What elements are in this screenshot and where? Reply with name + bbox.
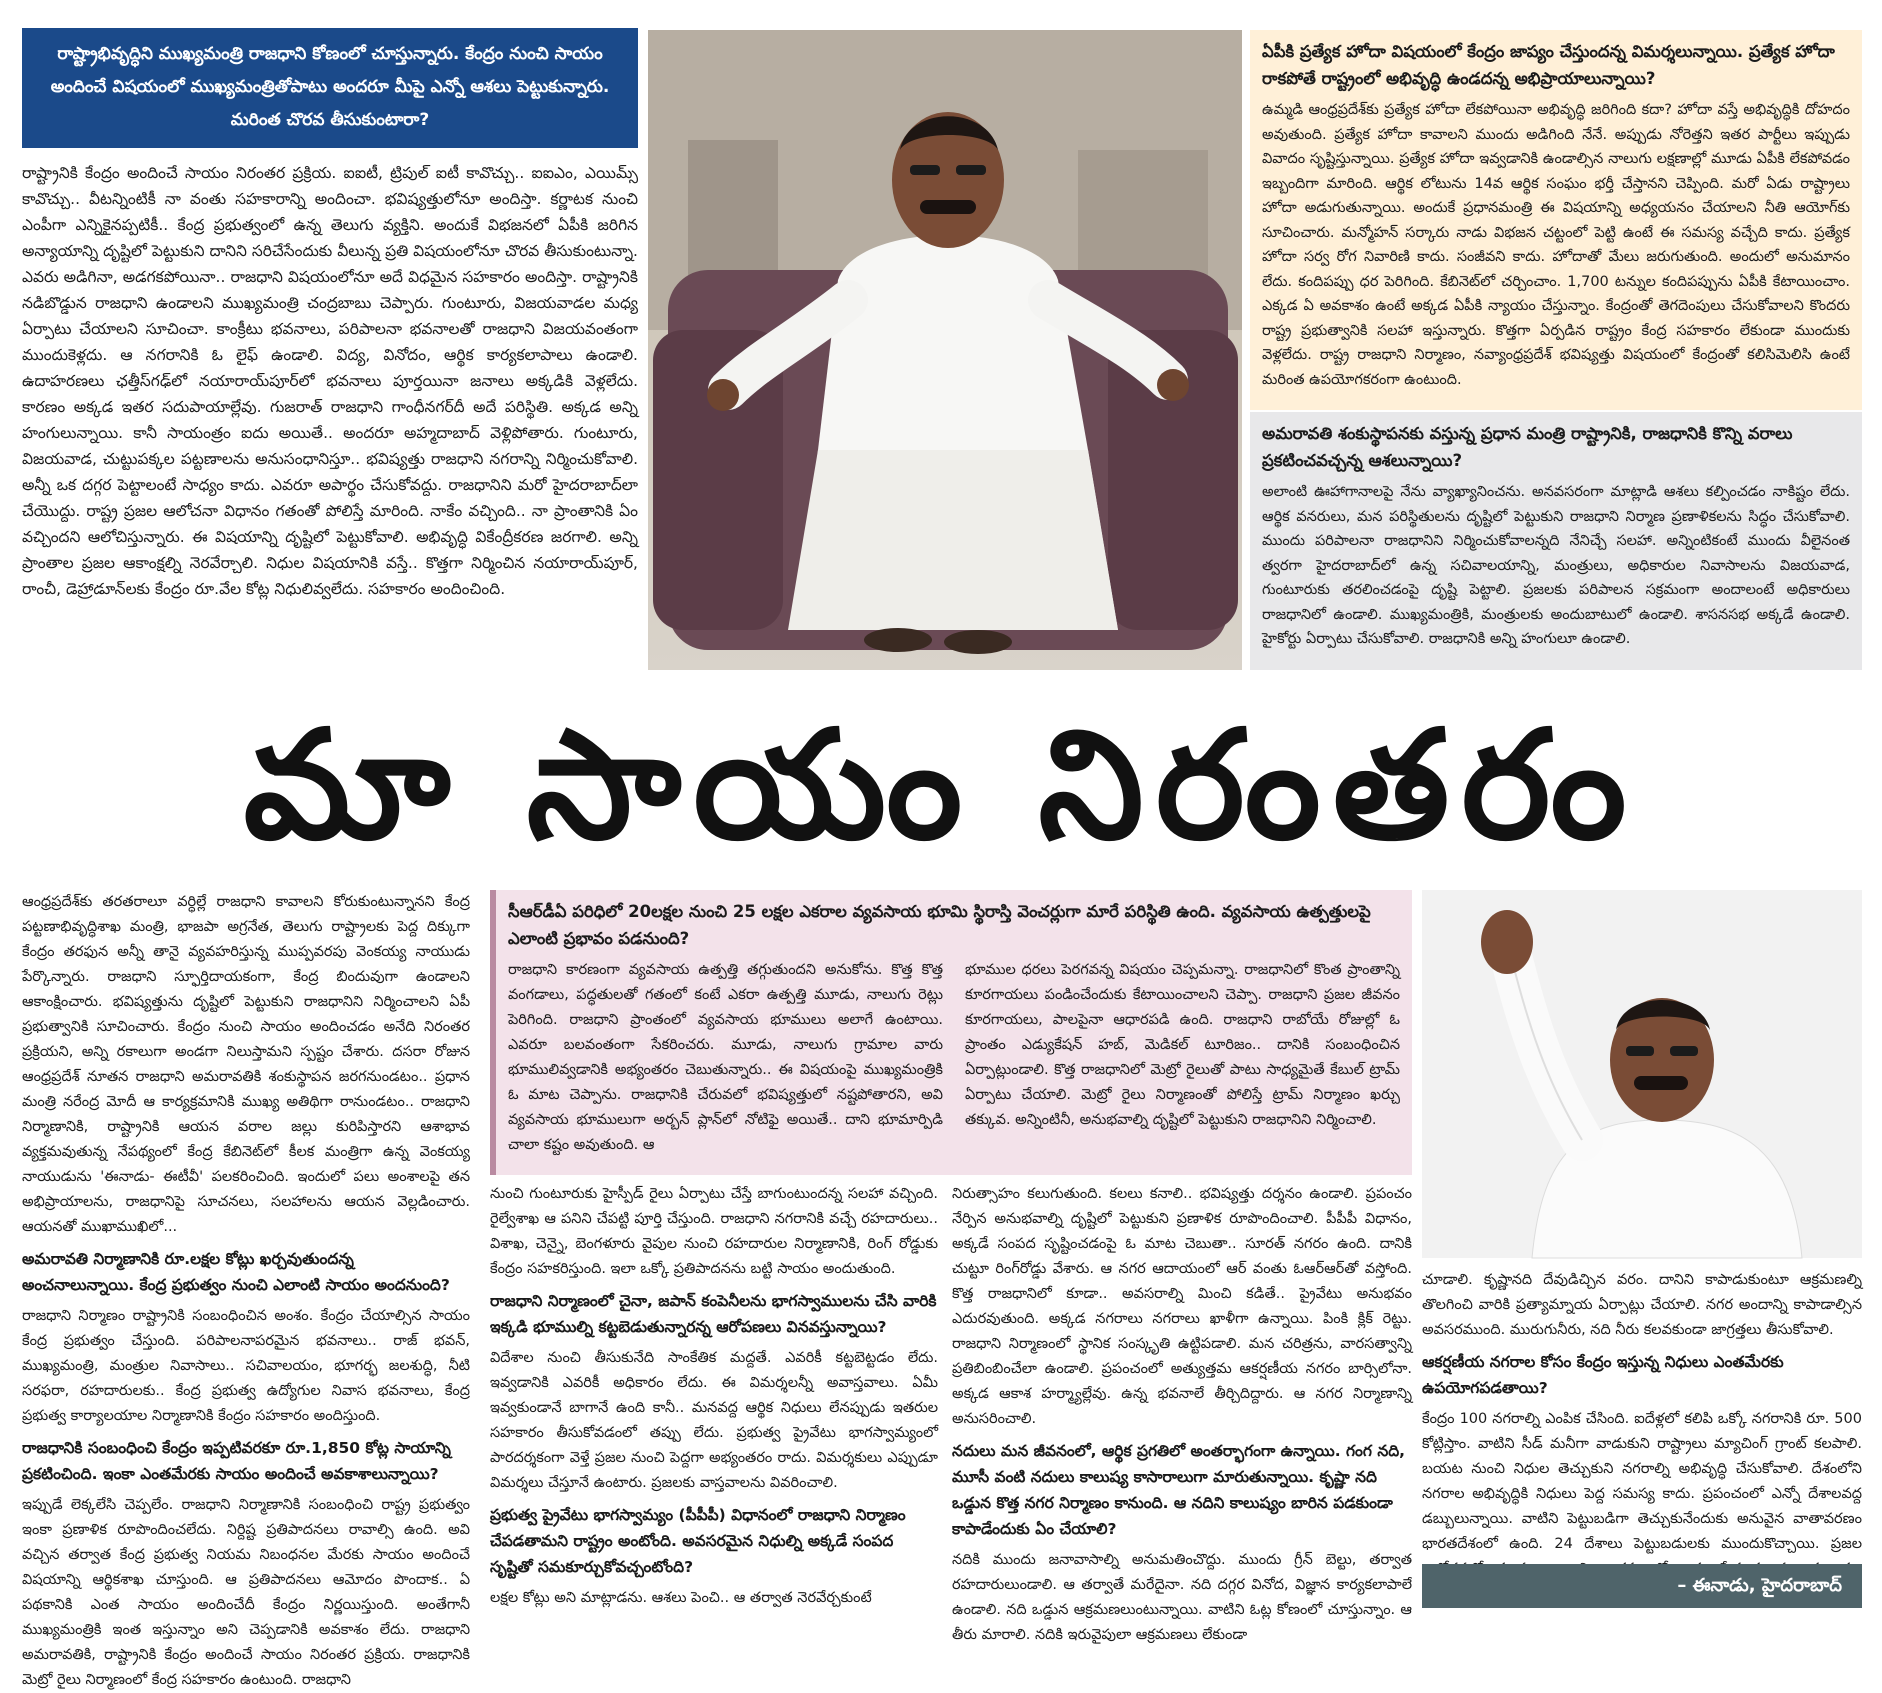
interview-column-one xyxy=(22,890,470,1688)
pm-visit-answer: అలాంటి ఊహాగానాలపై నేను వ్యాఖ్యానించను. అనవసరంగా మాట్లాడి ఆశలు కల్పించడం నాకిష్టం లేదు. ఆర్థిక వనరులు, మన పరిస్థితులను దృష్టిలో పెట్టుకుని రాజధాని నిర్మాణ ప్రణాళికలను సిద్ధం చేసుకోవాలి. ముందు పరిపాలనా రాజధానిని నిర్మించుకోవాలన్నది నేనిచ్చే సలహా. అన్నింటికంటే ముందు వీలైనంత త్వరగా హైదరాబాద్‌లో ఉన్న సచివాలయాన్ని, మంత్రులు, అధికారుల నివాసాలను విజయవాడ, గుంటూరుకు తరలించడంపై దృష్టి పెట్టాలి. ప్రజలకు పరిపాలన సక్రమంగా అందాలంటే అధికారులు రాజధానిలో ఉండాలి. ముఖ్యమంత్రికి, మంత్రులకు అందుబాటులో ఉండాలి. శాసనసభ అక్కడే ఉండాలి. హైకోర్టు ఏర్పాటు చేసుకోవాలి. రాజధానికి అన్ని హంగులూ ఉండాలి. xyxy=(1262,484,1850,647)
funds-question: రాజధానికి సంబంధించి కేంద్రం ఇప్పటివరకూ రూ.1,850 కోట్ల సాయాన్ని ప్రకటించింది. ఇంకా ఎంతమేరకు సాయం అందించే అవకాశాలున్నాయి? xyxy=(22,1439,451,1483)
capital-answer-text: రాష్ట్రానికి కేంద్రం అందించే సాయం నిరంతర ప్రక్రియ. ఐఐటీ, ట్రిపుల్ ఐటీ కావొచ్చు.. ఐఐఎం, ఎయిమ్స్ కావొచ్చు.. వీటన్నింటికీ నా వంతు సహకారాన్ని అందించా. భవిష్యత్తులోనూ అందిస్తా. కర్ణాటక నుంచి ఎంపీగా ఎన్నికైనప్పటికీ.. కేంద్ర ప్రభుత్వంలో ఉన్న తెలుగు వ్యక్తిని. అందుకే విభజనలో ఏపీకి జరిగిన అన్యాయాన్ని దృష్టిలో పెట్టుకుని దానిని సరిచేసేందుకు వీలున్న ప్రతి విషయంలోనూ చొరవ తీసుకుంటున్నా. ఎవరు అడిగినా, అడగకపోయినా.. రాజధాని విషయంలోనూ అదే విధమైన సహకారం అందిస్తా. రాష్ట్రానికి నడిబొడ్డున రాజధాని ఉండాలని ముఖ్యమంత్రి చంద్రబాబు చెప్పారు. గుంటూరు, విజయవాడల మధ్య ఏర్పాటు చేయాలని సూచించా. కాంక్రీటు భవనాలు, పరిపాలనా భవనాలతో రాజధాని విజయవంతంగా ముందుకెళ్లదు. ఆ నగరానికి ఓ లైఫ్ ఉండాలి. విద్య, వినోదం, ఆర్థిక కార్యకలాపాలు ఉండాలి. ఉదాహరణలు ఛత్తీస్‌గఢ్‌లో నయారాయ్‌పూర్‌లో భవనాలు పూర్తయినా జనాలు అక్కడికి వెళ్లలేదు. కారణం అక్కడ ఇతర సదుపాయాల్లేవు. గుజరాత్ రాజధాని గాంధీనగర్‌దీ అదే పరిస్థితి. అక్కడ అన్ని హంగులున్నాయి. కానీ సాయంత్రం ఐదు అయితే.. అందరూ అహ్మదాబాద్ వెళ్లిపోతారు. గుంటూరు, విజయవాడ, చుట్టుపక్కల పట్టణాలను అనుసంధానిస్తూ.. భవిష్యత్తు రాజధాని నగరాన్ని నిర్మించుకోవాలి. అన్నీ ఒక దగ్గర పెట్టాలంటే సాధ్యం కాదు. ఎవరూ అపార్థం చేసుకోవద్దు. రాజధానిని మరో హైదరాబాద్‌లా చేయొద్దు. రాష్ట్ర ప్రజల ఆలోచనా విధానం గతంతో పోలిస్తే మారింది. నాకేం వచ్చింది.. నా ప్రాంతానికి ఏం వచ్చిందని ఆలోచిస్తున్నారు. ఈ విషయాన్ని దృష్టిలో పెట్టుకోవాలి. అభివృద్ధి వికేంద్రీకరణ జరగాలి. అన్ని ప్రాంతాల ప్రజల ఆకాంక్షల్ని నెరవేర్చాలి. నిధుల విషయానికి వస్తే.. కొత్తగా నిర్మించిన నయారాయ్‌పూర్, రాంచీ, డెహ్రాడూన్‌లకు కేంద్రం రూ.వేల కోట్ల నిధులివ్వలేదు. సహకారం అందించింది. xyxy=(22,164,638,598)
rivers-answer: నదికి ముందు జనావాసాల్ని అనుమతించొద్దు. ముందు గ్రీన్ బెల్టు, తర్వాత రహదారులుండాలి. ఆ తర్వాతే మరేదైనా. నది దగ్గర వినోద, విజ్ఞాన కార్యకలాపాలే ఉండాలి. నది ఒడ్డున ఆక్రమణలుంటున్నాయి. వాటిని ఓట్ల కోణంలో చూస్తున్నాం. ఆ తీరు మారాలి. నదికి ఇరువైపులా ఆక్రమణలు లేకుండా xyxy=(952,1552,1412,1643)
cost-answer: రాజధాని నిర్మాణం రాష్ట్రానికి సంబంధించిన అంశం. కేంద్రం చేయాల్సిన సాయం కేంద్ర ప్రభుత్వం చేస్తుంది. పరిపాలనాపరమైన భవనాలు.. రాజ్ భవన్, ముఖ్యమంత్రి, మంత్రుల నివాసాలు.. సచివాలయం, భూగర్భ జలశుద్ధి, నీటి సరఫరా, రహదారులకు.. కేంద్ర ప్రభుత్వ ఉద్యోగుల నివాస భవనాలు, కేంద్ర ప్రభుత్వ కార్యాలయాల నిర్మాణానికి కేంద్రం సహకారం అందిస్తుంది. xyxy=(22,1308,470,1424)
rail-answer: నుంచి గుంటూరుకు హైస్పీడ్ రైలు ఏర్పాటు చేస్తే బాగుంటుందన్న సలహా వచ్చింది. రైల్వేశాఖ ఆ పనిని చేపట్టి పూర్తి చేస్తుంది. రాజధాని నగరానికి వచ్చే రహదారులు.. విశాఖ, చెన్నై, బెంగళూరు వైపుల నుంచి రహదారుల నిర్మాణానికి, రింగ్ రోడ్డుకు కేంద్రం సహకరిస్తుంది. ఇలా ఒక్కో ప్రతిపాదనను బట్టి సాయం అందుతుంది. xyxy=(490,1186,938,1277)
rivers-question: నదులు మన జీవనంలో, ఆర్థిక ప్రగతిలో అంతర్భాగంగా ఉన్నాయి. గంగ నది, మూసీ వంటి నదులు కాలుష్య కాసారాలుగా మారుతున్నాయి. కృష్ణా నది ఒడ్డున కొత్త నగర నిర్మాణం కానుంది. ఆ నదిని కాలుష్యం బారిన పడకుండా కాపాడేందుకు ఏం చేయాలి? xyxy=(952,1442,1406,1538)
interview-column-four xyxy=(1422,1268,1862,1558)
ppp-question: ప్రభుత్వ ప్రైవేటు భాగస్వామ్యం (పీపీపీ) విధానంలో రాజధాని నిర్మాణం చేపడతామని రాష్ట్రం అంటోంది. అవసరమైన నిధుల్ని అక్కడే సంపద సృష్టితో సమకూర్చుకోవచ్చంటోంది? xyxy=(490,1506,906,1576)
ppp-answer: లక్షల కోట్లు అని మాట్లాడను. ఆశలు పెంచి.. ఆ తర్వాత నెరవేర్చకుంటే xyxy=(490,1590,872,1606)
special-status-answer: ఉమ్మడి ఆంధ్రప్రదేశ్‌కు ప్రత్యేక హోదా లేకపోయినా అభివృద్ధి జరిగింది కదా? హోదా వస్తే అభివృద్ధికి దోహదం అవుతుంది. ప్రత్యేక హోదా కావాలని ముందు అడిగింది నేనే. అప్పుడు నోరెత్తని ఇతర పార్టీలు ఇప్పుడు వివాదం సృష్టిస్తున్నాయి. ప్రత్యేక హోదా ఇవ్వడానికి ఉండాల్సిన నాలుగు లక్షణాల్లో మూడు ఏపీకి లేకపోవడం ఇబ్బందిగా మారింది. ఆర్థిక లోటును 14వ ఆర్థిక సంఘం భర్తీ చేస్తానని చెప్పింది. మరో ఏడు రాష్ట్రాలు హోదా అడుగుతున్నాయి. అందుకే ప్రధానమంత్రి ఈ విషయాన్ని అధ్యయనం చేయాలని నీతి ఆయోగ్‌కు సూచించారు. మన్మోహన్ సర్కారు నాడు విభజన చట్టంలో పెట్టి ఉంటే ఈ సమస్య వచ్చేది కాదు. ప్రత్యేక హోదా సర్వ రోగ నివారిణి కాదు. సంజీవని కాదు. హోదాతో మేలు జరుగుతుంది. అందులో అనుమానం లేదు. కందిపప్పు ధర పెరిగింది. కేబినెట్‌లో చర్చించాం. 1,700 టన్నుల కందిపప్పును ఏపీకి కేటాయించాం. ఎక్కడ ఏ అవకాశం ఉంటే అక్కడ ఏపీకి న్యాయం చేస్తున్నాం. కేంద్రంతో తెగదెంపులు చేసుకోవాలని కొందరు రాష్ట్ర ప్రభుత్వానికి సలహా ఇస్తున్నారు. కొత్తగా ఏర్పడిన రాష్ట్రం కేంద్ర సహకారం లేకుండా ముందుకు వెళ్లలేదు. రాష్ట్ర రాజధాని నిర్మాణం, నవ్యాంధ్రప్రదేశ్ భవిష్యత్తు విషయంలో కేంద్రంతో కలిసిమెలిసి ఉంటే మరింత ఉపయోగకరంగా ఉంటుంది. xyxy=(1262,102,1850,388)
special-status-section xyxy=(1250,30,1862,410)
smart-city-answer: కేంద్రం 100 నగరాల్ని ఎంపిక చేసింది. ఐదేళ్లలో కలిపి ఒక్కో నగరానికి రూ. 500 కోట్లిస్తాం. వాటిని సీడ్ మనీగా వాడుకుని రాష్ట్రాలు మ్యాచింగ్ గ్రాంట్ కలపాలి. బయట నుంచి నిధుల తెచ్చుకుని నగరాల్ని అభివృద్ధి చేసుకోవాలి. దేశంలోని నగరాల అభివృద్ధికి నిధులు పెద్ద సమస్య కాదు. ప్రపంచంలో ఎన్నో దేశాలవద్ద డబ్బులున్నాయి. వాటిని పెట్టుబడిగా తెచ్చుకునేందుకు అనువైన వాతావరణం భారతదేశంలో ఉంది. 24 దేశాలు పెట్టుబడులకు ముందుకొచ్చాయి. ప్రజల xyxy=(1422,1411,1862,1552)
pm-visit-section xyxy=(1250,412,1862,670)
foreign-answer: విదేశాల నుంచి తీసుకునేది సాంకేతిక మద్దతే. ఎవరికీ కట్టబెట్టడం లేదు. ఇవ్వడానికి ఎవరికీ అధికారం లేదు. ఈ విమర్శలన్నీ అవాస్తవాలు. ఏమీ ఇవ్వకుండానే బాగానే ఉంది కానీ.. మనవద్ద ఆర్థిక నిధులు లేనప్పుడు ఇతరుల సహకారం తీసుకోవడంలో తప్పు లేదు. ప్రభుత్వ ప్రైవేటు భాగస్వామ్యంలో పారదర్శకంగా వెళ్తే ప్రజల నుంచి పెద్దగా అభ్యంతరం రాదు. విమర్శకులు ఎప్పుడూ విమర్శలు చేస్తూనే ఉంటారు. ప్రజలకు వాస్తవాలను వివరించాలి. xyxy=(490,1350,938,1491)
intro-body: ఆంధ్రప్రదేశ్‌కు తరతరాలూ వర్ధిల్లే రాజధాని కావాలని కోరుకుంటున్నానని కేంద్ర పట్టణాభివృద్ధిశాఖ మంత్రి, భాజపా అగ్రనేత, తెలుగు రాష్ట్రాలకు పెద్ద దిక్కుగా కేంద్రం తరఫున అన్నీ తానై వ్యవహరిస్తున్న ముప్పవరపు వెంకయ్య నాయుడు పేర్కొన్నారు. రాజధాని స్ఫూర్తిదాయకంగా, కేంద్ర బిందువుగా ఉండాలని ఆకాంక్షించారు. భవిష్యత్తును దృష్టిలో పెట్టుకుని రాజధానిని నిర్మించాలని ఏపీ ప్రభుత్వానికి సూచించారు. కేంద్రం నుంచి సాయం అందించడం అనేది నిరంతర ప్రక్రియని, అన్ని రకాలుగా అండగా నిలుస్తామని స్పష్టం చేశారు. దసరా రోజున ఆంధ్రప్రదేశ్ నూతన రాజధాని అమరావతికి శంకుస్థాపన జరగనుండటం.. ప్రధాన మంత్రి నరేంద్ర మోదీ ఆ కార్యక్రమానికి ముఖ్య అతిథిగా రానుండటం.. రాజధాని నిర్మాణానికి, రాష్ట్రానికి ఆయన వరాల జల్లు కురిపిస్తారని ఆశాభావ వ్యక్తమవుతున్న నేపథ్యంలో కేంద్ర కేబినెట్‌లో కీలక మంత్రిగా ఉన్న వెంకయ్య నాయుడును 'ఈనాడు- ఈటీవీ' పలకరించింది. ఇందులో పలు అంశాలపై తన అభిప్రాయాలను, రాజధానిపై సూచనలు, సలహాలను ఆయన వెల్లడించారు. ఆయనతో ముఖాముఖిలో... xyxy=(22,894,470,1235)
seated-person-illustration xyxy=(648,30,1242,670)
smart-growth-answer: నిరుత్సాహం కలుగుతుంది. కలలు కనాలి.. భవిష్యత్తు దర్శనం ఉండాలి. ప్రపంచం నేర్పిన అనుభవాల్ని దృష్టిలో పెట్టుకుని ప్రణాళిక రూపొందించాలి. పీపీపీ విధానం, అక్కడే సంపద సృష్టించడంపై ఓ మాట చెబుతా.. సూరత్ నగరం ఉంది. దానికి చుట్టూ రింగ్‌రోడ్డు వేశారు. ఆ నగర ఆదాయంలో ఆర్ వంతు ఓఆర్‌ఆర్‌తో వస్తోంది. కొత్త రాజధానిలో కూడా.. అవసరాల్ని మించి కడితే.. ప్రైవేటు అనుభవం ఎదురవుతుంది. అక్కడ నగరాలు నగరాలు ఖాళీగా ఉన్నాయి. పింకి క్లిక్ రెట్టు. రాజధాని నిర్మాణంలో స్థానిక సంస్కృతి ఉట్టిపడాలి. మన చరిత్రను, వారసత్వాన్ని ప్రతిబింబించేలా ఉండాలి. ప్రపంచంలో అత్యుత్తమ ఆకర్షణీయ నగరం బార్సిలోనా. అక్కడ ఆకాశ హర్మ్యాల్లేవు. ఉన్న భవనాలే తీర్చిదిద్దారు. ఆ నగర నిర్మాణాన్ని అనుసరించాలి. xyxy=(952,1186,1412,1427)
interview-column-three xyxy=(952,1182,1412,1643)
credit-box xyxy=(1422,1564,1862,1608)
special-status-question: ఏపీకి ప్రత్యేక హోదా విషయంలో కేంద్రం జాప్యం చేస్తుందన్న విమర్శలున్నాయి. ప్రత్యేక హోదా రాకపోతే రాష్ట్రంలో అభివృద్ధి ఉండదన్న అభిప్రాయాలున్నాయి? xyxy=(1262,42,1835,88)
pm-visit-question: అమరావతి శంకుస్థాపనకు వస్తున్న ప్రధాన మంత్రి రాష్ట్రానికి, రాజధానికి కొన్ని వరాలు ప్రకటించవచ్చన్న ఆశలున్నాయి? xyxy=(1262,424,1793,470)
waving-person-illustration xyxy=(1422,890,1862,1258)
intro-question-box xyxy=(22,28,638,148)
venkaiah-seated-photo xyxy=(648,30,1242,670)
cost-question: అమరావతి నిర్మాణానికి రూ.లక్షల కోట్లు ఖర్చవుతుందన్న అంచనాలున్నాయి. కేంద్ర ప్రభుత్వం నుంచి ఎలాంటి సాయం అందనుంది? xyxy=(22,1250,450,1294)
land-answer-right: భూముల ధరలు పెరగవన్న విషయం చెప్పమన్నా. రాజధానిలో కొంత ప్రాంతాన్ని కూరగాయలు పండించేందుకు కేటాయించాలని చెప్పా. రాజధాని ప్రజల జీవనం కూరగాయలు, పాలపైనా ఆధారపడి ఉంది. రాజధాని రాబోయే రోజుల్లో ఓ ప్రాంతం ఎడ్యుకేషన్ హబ్, మెడికల్ టూరిజం.. దానికి సంబంధించిన ఏర్పాట్లుండాలి. కొత్త రాజధానిలో మెట్రో రైలుతో పాటు సాధ్యమైతే కేబుల్ ట్రామ్ ఏర్పాటు చేయాలి. మెట్రో రైలు నిర్మాణంతో పోలిస్తే ట్రామ్ నిర్మాణం ఖర్చు తక్కువ. అన్నింటినీ, అనుభవాల్ని దృష్టిలో పెట్టుకుని రాజధానిని నిర్మించాలి. xyxy=(965,962,1400,1128)
land-answer-left: రాజధాని కారణంగా వ్యవసాయ ఉత్పత్తి తగ్గుతుందని అనుకోను. కొత్త కొత్త వంగడాలు, పద్ధతులతో గతంలో కంటే ఎకరా ఉత్పత్తి మూడు, నాలుగు రెట్లు పెరిగింది. రాజధాని ప్రాంతంలో వ్యవసాయ భూములు అలాగే ఉంటాయి. ఎవరూ బలవంతంగా సేకరించరు. మూడు, నాలుగు గ్రామాల వారు భూములివ్వడానికి అభ్యంతరం చెబుతున్నారు.. ఈ విషయంపై ముఖ్యమంత్రికి ఓ మాట చెప్పాను. రాజధానికి చేరువలో భవిష్యత్తులో నష్టపోతారని, అవి వ్యవసాయ భూములుగా అర్బన్ ప్లాన్‌లో నోటిఫై అయితే.. దాని భూమార్పిడి చాలా కష్టం అవుతుంది. ఆ xyxy=(508,962,943,1153)
capital-answer-column xyxy=(22,160,638,700)
river-protection-answer: చూడాలి. కృష్ణానది దేవుడిచ్చిన వరం. దానిని కాపాడుకుంటూ ఆక్రమణల్ని తొలగించి వారికి ప్రత్యామ్నాయ ఏర్పాట్లు చేయాలి. నగర అందాన్ని కాపాడాల్సిన అవసరముంది. మురుగునీరు, నది నీరు కలవకుండా జాగ్రత్తలు తీసుకోవాలి. xyxy=(1422,1272,1862,1338)
land-question-box xyxy=(490,890,1412,1175)
intro-question-text: రాష్ట్రాభివృద్ధిని ముఖ్యమంత్రి రాజధాని కోణంలో చూస్తున్నారు. కేంద్రం నుంచి సాయం అందించే విషయంలో ముఖ్యమంత్రితోపాటు అందరూ మీపై ఎన్నో ఆశలు పెట్టుకున్నారు. మరింత చొరవ తీసుకుంటారా? xyxy=(50,44,610,130)
smart-city-question: ఆకర్షణీయ నగరాల కోసం కేంద్రం ఇస్తున్న నిధులు ఎంతమేరకు ఉపయోగపడతాయి? xyxy=(1422,1353,1784,1397)
headline-text: మా సాయం నిరంతరం xyxy=(243,697,1639,873)
interview-column-two xyxy=(490,1182,938,1608)
headline xyxy=(0,690,1882,880)
foreign-question: రాజధాని నిర్మాణంలో చైనా, జపాన్ కంపెనీలను భాగస్వాములను చేసి వారికి ఇక్కడి భూముల్ని కట్టబెడుతున్నారన్న ఆరోపణలు వినవస్తున్నాయి? xyxy=(490,1292,937,1336)
funds-answer: ఇప్పుడే లెక్కలేసి చెప్పలేం. రాజధాని నిర్మాణానికి సంబంధించి రాష్ట్ర ప్రభుత్వం ఇంకా ప్రణాళిక రూపొందించలేదు. నిర్దిష్ట ప్రతిపాదనలు రావాల్సి ఉంది. అవి వచ్చిన తర్వాత కేంద్ర ప్రభుత్వ నియమ నిబంధనల మేరకు సాయం అందించే విషయాన్ని ఆర్థికశాఖ చూస్తుంది. ఆ ప్రతిపాదనలు ఆమోదం పొందాక.. ఏ పథకానికి ఎంత సాయం అందించేదీ కేంద్రం నిర్ణయిస్తుంది. అంతేగానీ ముఖ్యమంత్రికి ఇంత ఇస్తున్నాం అని చెప్పడానికి అవకాశం లేదు. రాజధాని అమరావతికి, రాష్ట్రానికి కేంద్రం అందించే సాయం నిరంతర ప్రక్రియ. రాజధానికి మెట్రో రైలు నిర్మాణంలో కేంద్ర సహకారం ఉంటుంది. రాజధాని xyxy=(22,1497,470,1688)
credit-text: – ఈనాడు, హైదరాబాద్ xyxy=(1677,1575,1842,1596)
venkaiah-waving-photo xyxy=(1422,890,1862,1258)
land-question: సీఆర్‌డీఏ పరిధిలో 20లక్షల నుంచి 25 లక్షల ఎకరాల వ్యవసాయ భూమి స్థిరాస్తి వెంచర్లుగా మారే పరిస్థితి ఉంది. వ్యవసాయ ఉత్పత్తులపై ఎలాంటి ప్రభావం పడనుంది? xyxy=(508,902,1371,948)
